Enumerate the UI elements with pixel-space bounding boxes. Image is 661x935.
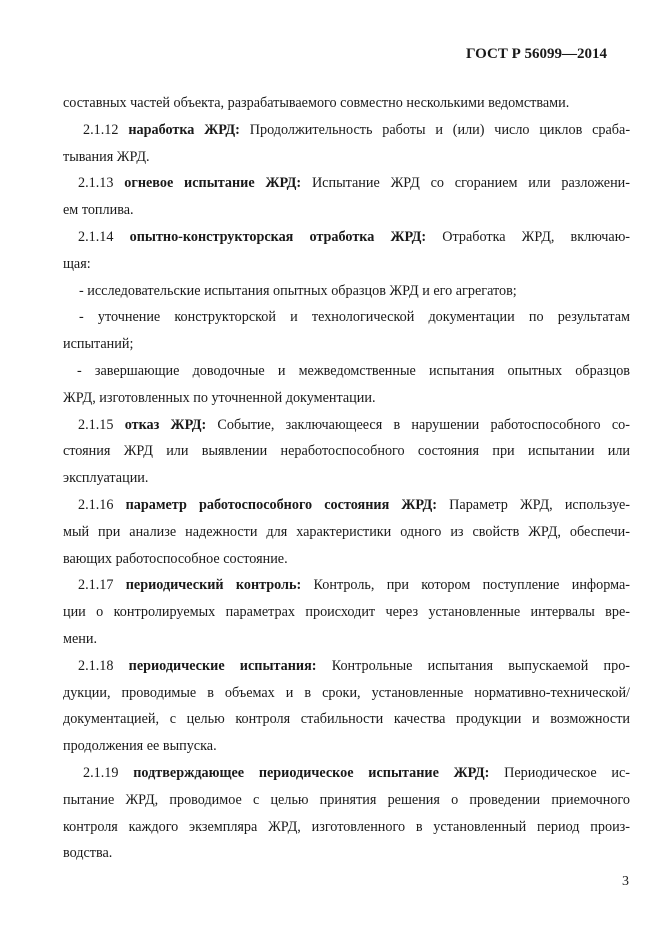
definition-text: мени. bbox=[63, 630, 98, 647]
document-header: ГОСТ Р 56099—2014 bbox=[465, 46, 607, 62]
clause-number: 2.1.13 bbox=[78, 175, 114, 192]
definition-text: стояния ЖРД или выявлении неработоспособного состояния при испытании или bbox=[63, 443, 630, 460]
definition-text: щая: bbox=[63, 255, 91, 272]
list-item: - исследовательские испытания опытных образцов ЖРД и его агрегатов; bbox=[79, 282, 517, 299]
term-title: отказ ЖРД: bbox=[124, 416, 207, 433]
definition-text: Событие, заключающееся в нарушении работоспособного со- bbox=[217, 416, 630, 433]
clause-number: 2.1.18 bbox=[78, 657, 114, 674]
term-title: подтверждающее периодическое испытание ЖРД: bbox=[133, 764, 490, 781]
definition-text: вающих работоспособное состояние. bbox=[63, 550, 288, 567]
definition-text: Испытание ЖРД со сгоранием или разложени- bbox=[311, 175, 630, 192]
clause-number: 2.1.16 bbox=[78, 496, 114, 513]
term-2-1-12 bbox=[63, 117, 630, 144]
clause-number: 2.1.14 bbox=[78, 228, 114, 245]
clause-number: 2.1.15 bbox=[78, 416, 114, 433]
list-item: - уточнение конструкторской и технологической документации по результатам bbox=[79, 309, 630, 326]
term-title: наработка ЖРД: bbox=[128, 121, 240, 138]
term-title: периодические испытания: bbox=[128, 657, 317, 674]
term-2-1-15 bbox=[63, 412, 630, 439]
definition-text: Параметр ЖРД, используе- bbox=[449, 496, 631, 513]
term-2-1-17 bbox=[63, 572, 630, 599]
definition-text: тывания ЖРД. bbox=[63, 148, 150, 165]
clause-number: 2.1.17 bbox=[78, 577, 114, 594]
definition-text: документацией, с целью контроля стабильности качества продукции и возможности bbox=[63, 711, 630, 728]
definition-text: ем топлива. bbox=[63, 202, 134, 219]
definition-text: дукции, проводимые в объемах и в сроки, установленные нормативно-технической/ bbox=[63, 684, 630, 701]
term-title: опытно-конструкторская отработка ЖРД: bbox=[129, 228, 427, 245]
clause-number: 2.1.12 bbox=[83, 121, 119, 138]
term-title: параметр работоспособного состояния ЖРД: bbox=[125, 496, 438, 513]
definition-text: продолжения ее выпуска. bbox=[63, 738, 217, 755]
term-2-1-19 bbox=[63, 760, 630, 787]
list-item-cont: испытаний; bbox=[63, 336, 134, 353]
definition-text: Периодическое ис- bbox=[504, 764, 631, 781]
definition-text: Отработка ЖРД, включаю- bbox=[442, 228, 631, 245]
term-2-1-14 bbox=[63, 224, 630, 251]
page-number: 3 bbox=[622, 874, 629, 889]
term-title: периодический контроль: bbox=[125, 577, 302, 594]
list-item: - завершающие доводочные и межведомственные испытания опытных образцов bbox=[77, 362, 630, 379]
definition-text: пытание ЖРД, проводимое с целью принятия решения о проведении приемочного bbox=[63, 791, 630, 808]
term-2-1-13 bbox=[63, 170, 630, 197]
definition-text: контроля каждого экземпляра ЖРД, изготовленного в установленный период произ- bbox=[63, 818, 630, 835]
term-2-1-16 bbox=[63, 492, 630, 519]
definition-text: водства. bbox=[63, 845, 113, 862]
definition-text: Контрольные испытания выпускаемой про- bbox=[331, 657, 631, 674]
clause-number: 2.1.19 bbox=[83, 764, 119, 781]
definition-text: Продолжительность работы и (или) число циклов сраба- bbox=[249, 121, 631, 138]
term-title: огневое испытание ЖРД: bbox=[124, 175, 302, 192]
definition-text: ции о контролируемых параметрах происходит через установленные интервалы вре- bbox=[63, 604, 630, 621]
definition-text: эксплуатации. bbox=[63, 470, 149, 487]
continuation-line: составных частей объекта, разрабатываемого совместно несколькими ведомствами. bbox=[63, 95, 570, 111]
definition-text: мый при анализе надежности для характеристики одного из свойств ЖРД, обеспечи- bbox=[63, 523, 630, 540]
term-2-1-18 bbox=[63, 653, 630, 680]
list-item-cont: ЖРД, изготовленных по уточненной документации. bbox=[63, 389, 376, 406]
document-body bbox=[63, 90, 630, 867]
definition-text: Контроль, при котором поступление информа- bbox=[313, 577, 630, 594]
